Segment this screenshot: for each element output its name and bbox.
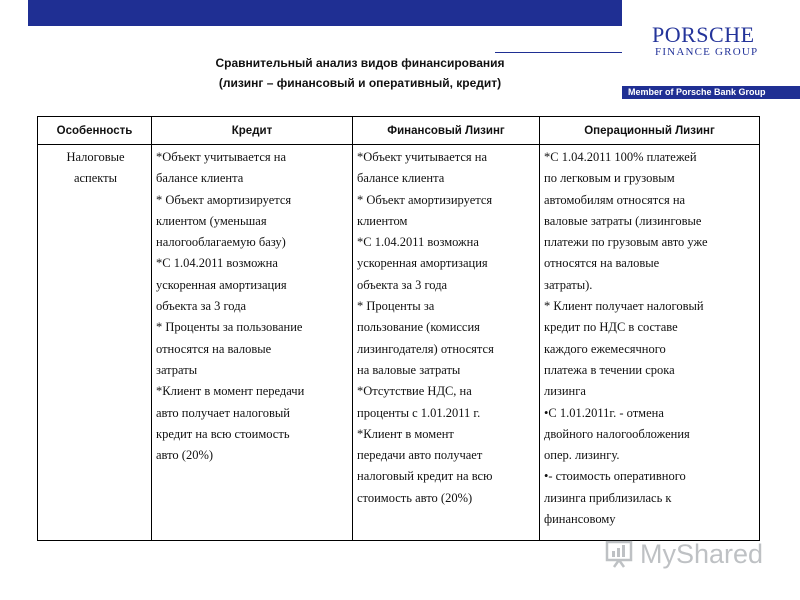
cell-text-line: автомобилям относятся на (544, 192, 686, 207)
cell-financial-leasing (353, 145, 540, 541)
cell-text-line: *Объект учитывается на (357, 150, 488, 164)
cell-text-line: налоговый кредит на всю (357, 469, 493, 484)
cell-text-line: авто (20%) (156, 448, 214, 463)
chart-board-icon (604, 539, 634, 569)
top-banner-bar (28, 0, 622, 26)
finance-group-label: FINANCE GROUP (655, 46, 759, 58)
cell-text-line: ускоренная амортизация (156, 277, 287, 292)
cell-text-line: *С 1.04.2011 возможна (156, 256, 278, 271)
cell-text-line: * Объект амортизируется (156, 192, 292, 207)
cell-text-line: * Клиент получает налоговый (544, 299, 704, 314)
cell-text-line: по легковым и грузовым (544, 171, 675, 186)
cell-text-line: платежа в течении срока (544, 362, 675, 377)
cell-text-line: налогооблагаемую базу) (156, 235, 286, 250)
cell-text-line: объекта за 3 года (156, 299, 247, 314)
header-financial-leasing: Финансовый Лизинг (353, 117, 540, 145)
cell-text-line: *С 1.04.2011 возможна (357, 235, 479, 250)
cell-text-line: *Объект учитывается на (156, 150, 287, 164)
watermark (604, 536, 764, 572)
cell-text-line: на валовые затраты (357, 362, 461, 377)
cell-text-line: платежи по грузовым авто уже (544, 235, 708, 250)
cell-text-line: Налоговые (66, 150, 125, 164)
comparison-table (37, 116, 760, 541)
member-banner: Member of Porsche Bank Group (622, 86, 800, 99)
cell-text-line: затраты). (544, 277, 593, 292)
cell-text-line: каждого ежемесячного (544, 341, 666, 356)
cell-text-line: авто получает налоговый (156, 405, 290, 420)
cell-text-line: пользование (комиссия (357, 320, 480, 335)
watermark-text: MyShared (640, 538, 764, 569)
cell-text-line: клиентом (уменьшая (156, 213, 267, 228)
table-header-row (38, 117, 760, 145)
cell-text-line: * Проценты за (357, 299, 435, 314)
cell-text-line: лизинга (544, 384, 586, 399)
cell-text-line: * Проценты за пользование (156, 320, 303, 335)
cell-text-line: балансе клиента (156, 171, 244, 186)
cell-text-line: *Клиент в момент (357, 426, 454, 441)
cell-text-line: передачи авто получает (357, 448, 483, 463)
cell-text-line: •- стоимость оперативного (544, 469, 686, 484)
cell-text-line: двойного налогообложения (544, 426, 690, 441)
cell-text-line: объекта за 3 года (357, 277, 448, 292)
cell-text-line: валовые затраты (лизинговые (544, 213, 702, 228)
title-line-1: Сравнительный анализ видов финансирования (215, 56, 505, 70)
slide-title (170, 53, 550, 93)
cell-text-line: * Объект амортизируется (357, 192, 493, 207)
cell-text-line: лизингодателя) относятся (357, 341, 494, 356)
cell-text-line: опер. лизингу. (544, 448, 620, 463)
cell-text-line: •С 1.01.2011г. - отмена (544, 405, 664, 420)
cell-text-line: *Отсутствие НДС, на (357, 384, 472, 399)
cell-text-line: аспекты (73, 171, 118, 186)
cell-text-line: проценты с 1.01.2011 г. (357, 405, 481, 420)
header-credit: Кредит (152, 117, 353, 145)
title-line-2: (лизинг – финансовый и оперативный, кредит) (218, 76, 502, 90)
cell-text-line: клиентом (357, 213, 408, 228)
cell-text-line: кредит по НДС в составе (544, 320, 678, 335)
cell-text-line: относятся на валовые (544, 256, 660, 271)
cell-operational-leasing (540, 145, 760, 541)
cell-text-line: *Клиент в момент передачи (156, 384, 305, 399)
table-row (38, 145, 760, 541)
header-feature: Особенность (38, 117, 152, 145)
cell-text-line: лизинга приблизилась к (544, 490, 672, 505)
header-operational-leasing: Операционный Лизинг (540, 117, 760, 145)
cell-text-line: затраты (156, 362, 198, 377)
cell-credit (152, 145, 353, 541)
cell-text-line: кредит на всю стоимость (156, 426, 290, 441)
cell-text-line: ускоренная амортизация (357, 256, 488, 271)
cell-feature (38, 145, 152, 541)
porsche-logo: PORSCHE (652, 22, 755, 47)
cell-text-line: относятся на валовые (156, 341, 272, 356)
cell-text-line: финансовому (544, 512, 616, 527)
cell-text-line: балансе клиента (357, 171, 445, 186)
cell-text-line: стоимость авто (20%) (357, 490, 473, 505)
cell-text-line: *С 1.04.2011 100% платежей (544, 150, 697, 164)
